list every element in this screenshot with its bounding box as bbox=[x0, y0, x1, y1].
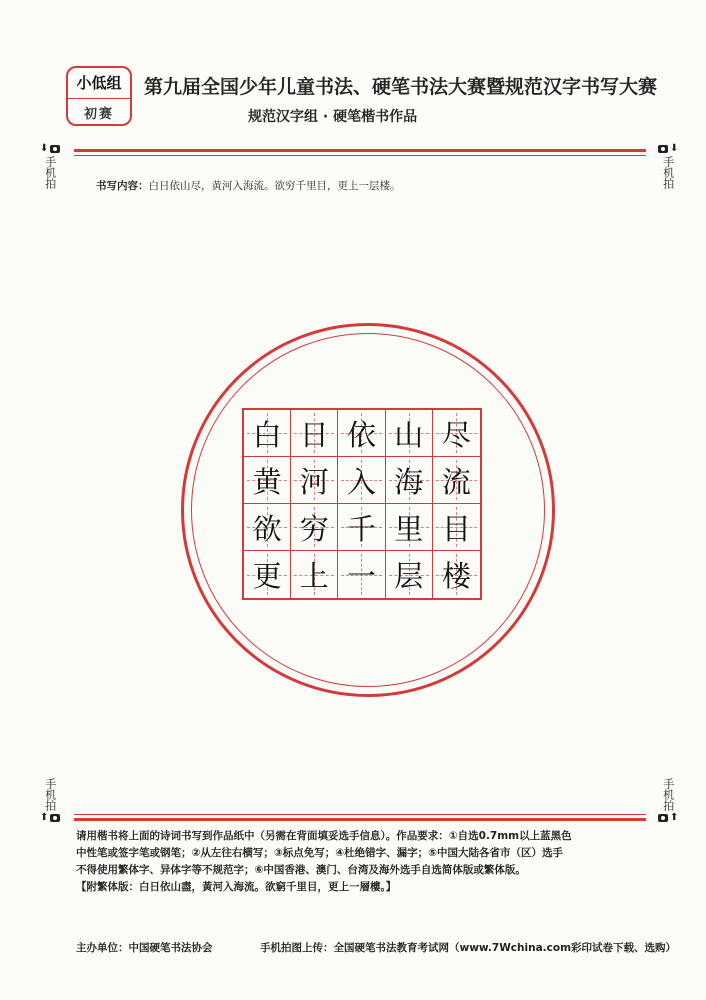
grid-cell: 白 bbox=[244, 410, 291, 457]
instructions-line: 不得使用繁体字、异体字等不规范字；⑥中国香港、澳门、台湾及海外选手自选简体版或繁体版。 bbox=[76, 864, 526, 876]
calligraphy-grid bbox=[242, 408, 482, 600]
writing-content bbox=[96, 178, 401, 193]
grid-cell: 上 bbox=[291, 551, 338, 598]
page-subtitle: 规范汉字组 · 硬笔楷书作品 bbox=[248, 109, 418, 125]
grid-cell: 依 bbox=[338, 410, 385, 457]
grid-cell: 河 bbox=[291, 457, 338, 504]
badge-sub-label: 初赛 bbox=[83, 107, 114, 122]
instructions-traditional: 【附繁体版：白日依山盡，黃河入海流。欲窮千里目，更上一層樓。】 bbox=[76, 881, 397, 893]
organizer-text: 主办单位：中国硬笔书法协会 bbox=[76, 942, 213, 954]
group-badge bbox=[66, 66, 132, 126]
corner-label: 手机拍 bbox=[661, 156, 675, 189]
badge-divider bbox=[68, 98, 130, 99]
corner-marker-top-left bbox=[40, 144, 60, 189]
bottom-divider-thick bbox=[74, 818, 646, 821]
corner-marker-top-right bbox=[658, 144, 678, 189]
grid-cell: 入 bbox=[338, 457, 385, 504]
grid-cell: 欲 bbox=[244, 504, 291, 551]
instructions-line: 中性笔或签字笔或钢笔；②从左往右横写；③标点免写；④杜绝错字、漏字；⑤中国大陆各省市（区）选手 bbox=[76, 847, 564, 859]
writing-content-text: 白日依山尽，黄河入海流。欲穷千里目，更上一层楼。 bbox=[148, 180, 401, 192]
camera-icon bbox=[50, 814, 60, 822]
grid-cell: 尽 bbox=[433, 410, 480, 457]
grid-cell: 黄 bbox=[244, 457, 291, 504]
grid-cell: 穷 bbox=[291, 504, 338, 551]
upload-text: 手机拍图上传：全国硬笔书法教育考试网（www.7Wchina.com彩印试卷下载、选购） bbox=[260, 942, 677, 954]
top-divider-thin bbox=[74, 155, 646, 156]
grid-cell: 千 bbox=[338, 504, 385, 551]
grid-cell: 山 bbox=[386, 410, 433, 457]
grid-cell: 一 bbox=[338, 551, 385, 598]
top-divider-thick bbox=[74, 149, 646, 152]
grid-cell: 目 bbox=[433, 504, 480, 551]
grid-cell: 楼 bbox=[433, 551, 480, 598]
writing-content-label: 书写内容： bbox=[96, 180, 149, 192]
instructions-line: 请用楷书将上面的诗词书写到作品纸中（另需在背面填妥选手信息）。作品要求：①自选0.7mm以上蓝黑色 bbox=[76, 830, 572, 842]
grid-cell: 海 bbox=[386, 457, 433, 504]
grid-cell: 更 bbox=[244, 551, 291, 598]
arrow-down-icon: ⬇ bbox=[670, 143, 679, 154]
grid-cell: 里 bbox=[386, 504, 433, 551]
corner-label: 手机拍 bbox=[43, 778, 57, 811]
corner-marker-bottom-right bbox=[658, 778, 678, 825]
grid-cell: 层 bbox=[386, 551, 433, 598]
instructions-block bbox=[76, 828, 636, 896]
grid-cell: 流 bbox=[433, 457, 480, 504]
corner-label: 手机拍 bbox=[43, 156, 57, 189]
badge-main-label: 小低组 bbox=[76, 74, 122, 92]
camera-icon bbox=[658, 814, 668, 822]
arrow-down-icon: ⬇ bbox=[40, 143, 49, 154]
corner-marker-bottom-left bbox=[40, 778, 60, 825]
arrow-up-icon: ⬆ bbox=[40, 812, 49, 823]
grid-cell: 日 bbox=[291, 410, 338, 457]
arrow-up-icon: ⬆ bbox=[670, 812, 679, 823]
bottom-divider-thin bbox=[74, 814, 646, 815]
camera-icon bbox=[658, 145, 668, 153]
camera-icon bbox=[50, 145, 60, 153]
page-title: 第九届全国少年儿童书法、硬笔书法大赛暨规范汉字书写大赛 bbox=[144, 76, 658, 98]
corner-label: 手机拍 bbox=[661, 778, 675, 811]
